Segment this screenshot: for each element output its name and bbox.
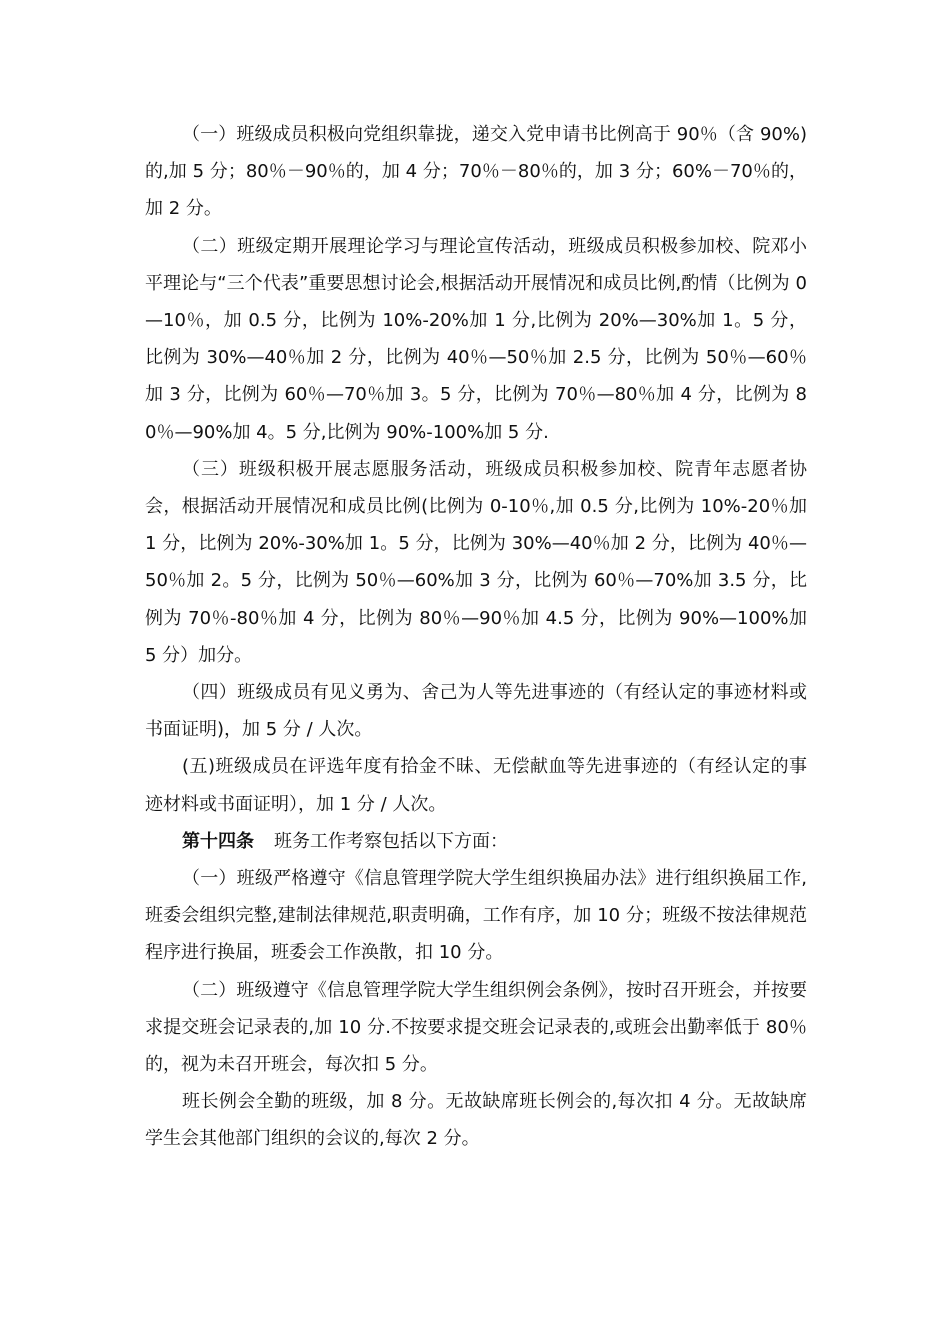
- paragraph-class-meeting: （二）班级遵守《信息管理学院大学生组织例会条例》，按时召开班会，并按要求提交班会记录表的,加 10 分.不按要求提交班会记录表的,或班会出勤率低于 80％的，视为未召开班会，每次扣 5 分。: [145, 979, 807, 1076]
- document-page: [145, 116, 807, 1158]
- paragraph-party-application: （一）班级成员积极向党组织靠拢，递交入党申请书比例高于 90％（含 90%)的,加 5 分；80％－90％的，加 4 分；70％－80％的，加 3 分；60%－70％的，加 2 分。: [145, 124, 807, 220]
- paragraph-monitor-meeting: 班长例会全勤的班级，加 8 分。无故缺席班长例会的,每次扣 4 分。无故缺席学生会其他部门组织的会议的,每次 2 分。: [145, 1091, 807, 1150]
- article-number: 第十四条: [182, 830, 254, 852]
- paragraph-volunteer-service: （三）班级积极开展志愿服务活动，班级成员积极参加校、院青年志愿者协会，根据活动开展情况和成员比例(比例为 0-10％,加 0.5 分,比例为 10%-20％加 1 分，比例为 20%-30%加 1。5 分，比例为 30%—40％加 2 分，比例为 40％—50％加 2。5 分，比例为 50％—60%加 3 分，比例为 60％—70%加 3.5 分，比例为 70％-80％加 4 分，比例为 80％—90％加 4.5 分，比例为 90%—100%加 5 分）加分。: [145, 458, 807, 666]
- paragraph-organization-election: （一）班级严格遵守《信息管理学院大学生组织换届办法》进行组织换届工作,班委会组织完整,建制法律规范,职责明确，工作有序，加 10 分；班级不按法律规范程序进行换届，班委会工作涣散，扣 10 分。: [145, 868, 807, 964]
- paragraph-heroic-deeds: （四）班级成员有见义勇为、舍己为人等先进事迹的（有经认定的事迹材料或书面证明)，加 5 分 / 人次。: [145, 682, 807, 741]
- paragraph-good-deeds: (五)班级成员在评选年度有拾金不昧、无偿献血等先进事迹的（有经认定的事迹材料或书面证明），加 1 分 / 人次。: [145, 756, 807, 815]
- article-title: 班务工作考察包括以下方面：: [274, 830, 508, 852]
- article-heading: [145, 823, 807, 860]
- paragraph-theory-study: （二）班级定期开展理论学习与理论宣传活动，班级成员积极参加校、院邓小平理论与“三个代表”重要思想讨论会,根据活动开展情况和成员比例,酌情（比例为 0—10％，加 0.5 分，比例为 10%-20%加 1 分,比例为 20%—30%加 1。5 分，比例为 30%—40％加 2 分，比例为 40％—50％加 2.5 分，比例为 50％—60％加 3 分，比例为 60％—70％加 3。5 分，比例为 70％—80％加 4 分，比例为 80％—90%加 4。5 分,比例为 90%-100%加 5 分.: [145, 235, 807, 443]
